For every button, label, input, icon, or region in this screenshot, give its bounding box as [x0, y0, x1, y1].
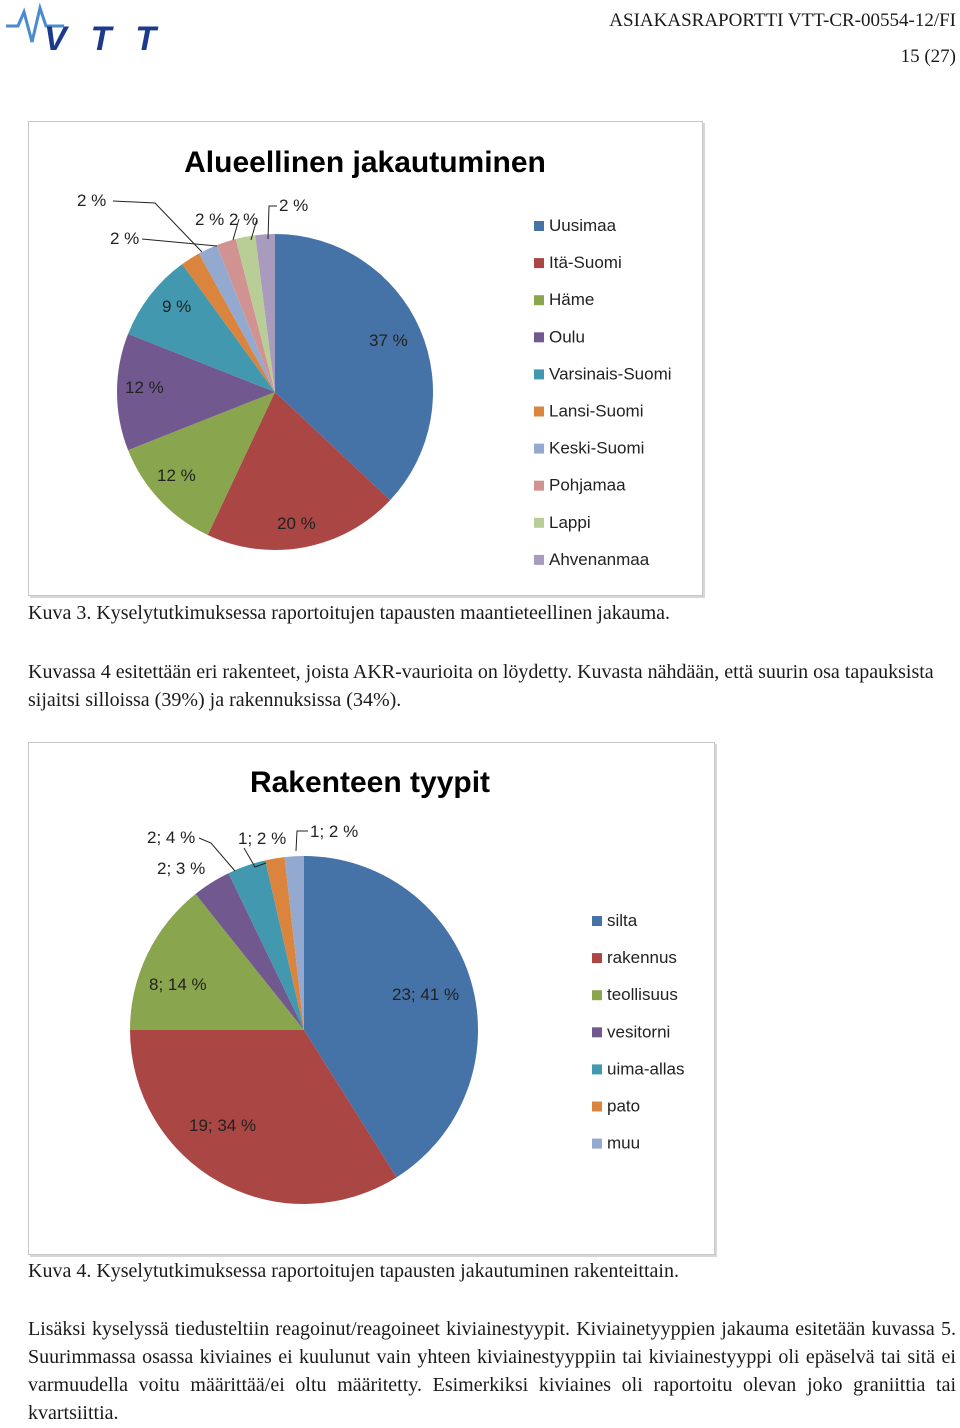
vtt-logo [4, 2, 160, 54]
legend-swatch [592, 916, 602, 926]
legend-swatch [592, 1027, 602, 1037]
data-label: 2 % [77, 191, 107, 210]
legend-item: Keski-Suomi [549, 438, 645, 458]
paragraph-2: Lisäksi kyselyssä tiedusteltiin reagoinut/reagoineet kiviainestyypit. Kiviainetyyppien jakauma esitetään kuvassa 5. Suurimmassa osassa kiviaines ei kuulunut vain yhteen kiviainestyyppiin tai kiviainestyyppi oli epäselvä tai sitä ei varmuudella voitu määrittää/ei oltu määritetty. Esimerkiksi kiviaines oli raportoitu olevan joko graniittia tai kvartsiittia. [28, 1318, 956, 1424]
legend-item: Oulu [549, 327, 585, 347]
legend-item: rakennus [607, 948, 677, 968]
legend-item: Pohjamaa [549, 475, 626, 495]
label-leader-line [296, 831, 308, 851]
data-label: 37 % [369, 331, 408, 350]
data-label: 2 % [195, 210, 225, 229]
legend-item: Varsinais-Suomi [549, 364, 672, 384]
legend-swatch [534, 332, 544, 342]
legend-item: Uusimaa [549, 216, 617, 235]
legend-swatch [534, 221, 544, 231]
pie-svg [29, 743, 714, 1254]
legend-item: Lappi [549, 512, 591, 532]
legend-swatch [534, 481, 544, 491]
data-label: 12 % [125, 378, 164, 397]
chart-structure-types [28, 742, 715, 1255]
data-label: 2; 4 % [147, 828, 196, 847]
data-label: 2 % [279, 196, 309, 215]
legend-swatch [534, 444, 544, 454]
legend-swatch [592, 1102, 602, 1112]
page-number: 15 (27) [900, 46, 956, 67]
legend-item: vesitorni [607, 1022, 671, 1042]
data-label: 12 % [157, 466, 196, 485]
data-label: 2 % [110, 229, 140, 248]
legend-swatch [534, 369, 544, 379]
data-label: 8; 14 % [149, 975, 207, 994]
legend-item: Ahvenanmaa [549, 549, 650, 569]
paragraph-1: Kuvassa 4 esitettään eri rakenteet, joista AKR-vaurioita on löydetty. Kuvasta nähdään, että suurin osa tapauksista sijaitsi silloissa (39%) ja rakennuksissa (34%). [28, 661, 934, 711]
legend-item: Itä-Suomi [549, 253, 622, 273]
data-label: 9 % [162, 297, 192, 316]
logo-text: VTT [44, 20, 156, 54]
data-label: 19; 34 % [189, 1116, 257, 1135]
legend-swatch [592, 1064, 602, 1074]
legend-item: muu [607, 1133, 641, 1153]
chart-regional-distribution [28, 121, 703, 596]
legend-item: teollisuus [607, 985, 678, 1005]
legend-swatch [592, 990, 602, 1000]
legend-swatch [534, 258, 544, 268]
data-label: 20 % [277, 514, 316, 533]
legend-swatch [592, 953, 602, 963]
legend-item: Lansi-Suomi [549, 401, 644, 421]
legend-swatch [534, 518, 544, 528]
figure3-caption: Kuva 3. Kyselytutkimuksessa raportoitujen tapausten maantieteellinen jakauma. [28, 602, 671, 624]
chart-title: Rakenteen tyypit [249, 766, 491, 799]
chart-title: Alueellinen jakautuminen [184, 146, 546, 179]
legend-item: uima-allas [607, 1059, 685, 1079]
figure4-caption: Kuva 4. Kyselytutkimuksessa raportoitujen tapausten jakautuminen rakenteittain. [28, 1260, 679, 1282]
legend-item: Häme [549, 290, 595, 310]
data-label: 2 % [229, 210, 259, 229]
legend-swatch [534, 407, 544, 417]
data-label: 23; 41 % [392, 985, 460, 1004]
pie-svg [29, 122, 702, 595]
legend-item: pato [607, 1096, 641, 1116]
data-label: 1; 2 % [238, 829, 287, 848]
legend-swatch [534, 295, 544, 305]
legend-swatch [534, 555, 544, 565]
label-leader-line [142, 239, 217, 246]
report-id: ASIAKASRAPORTTI VTT-CR-00554-12/FI [609, 10, 956, 31]
data-label: 1; 2 % [310, 822, 359, 841]
legend-swatch [592, 1139, 602, 1149]
data-label: 2; 3 % [157, 859, 206, 878]
legend-item: silta [607, 911, 638, 930]
